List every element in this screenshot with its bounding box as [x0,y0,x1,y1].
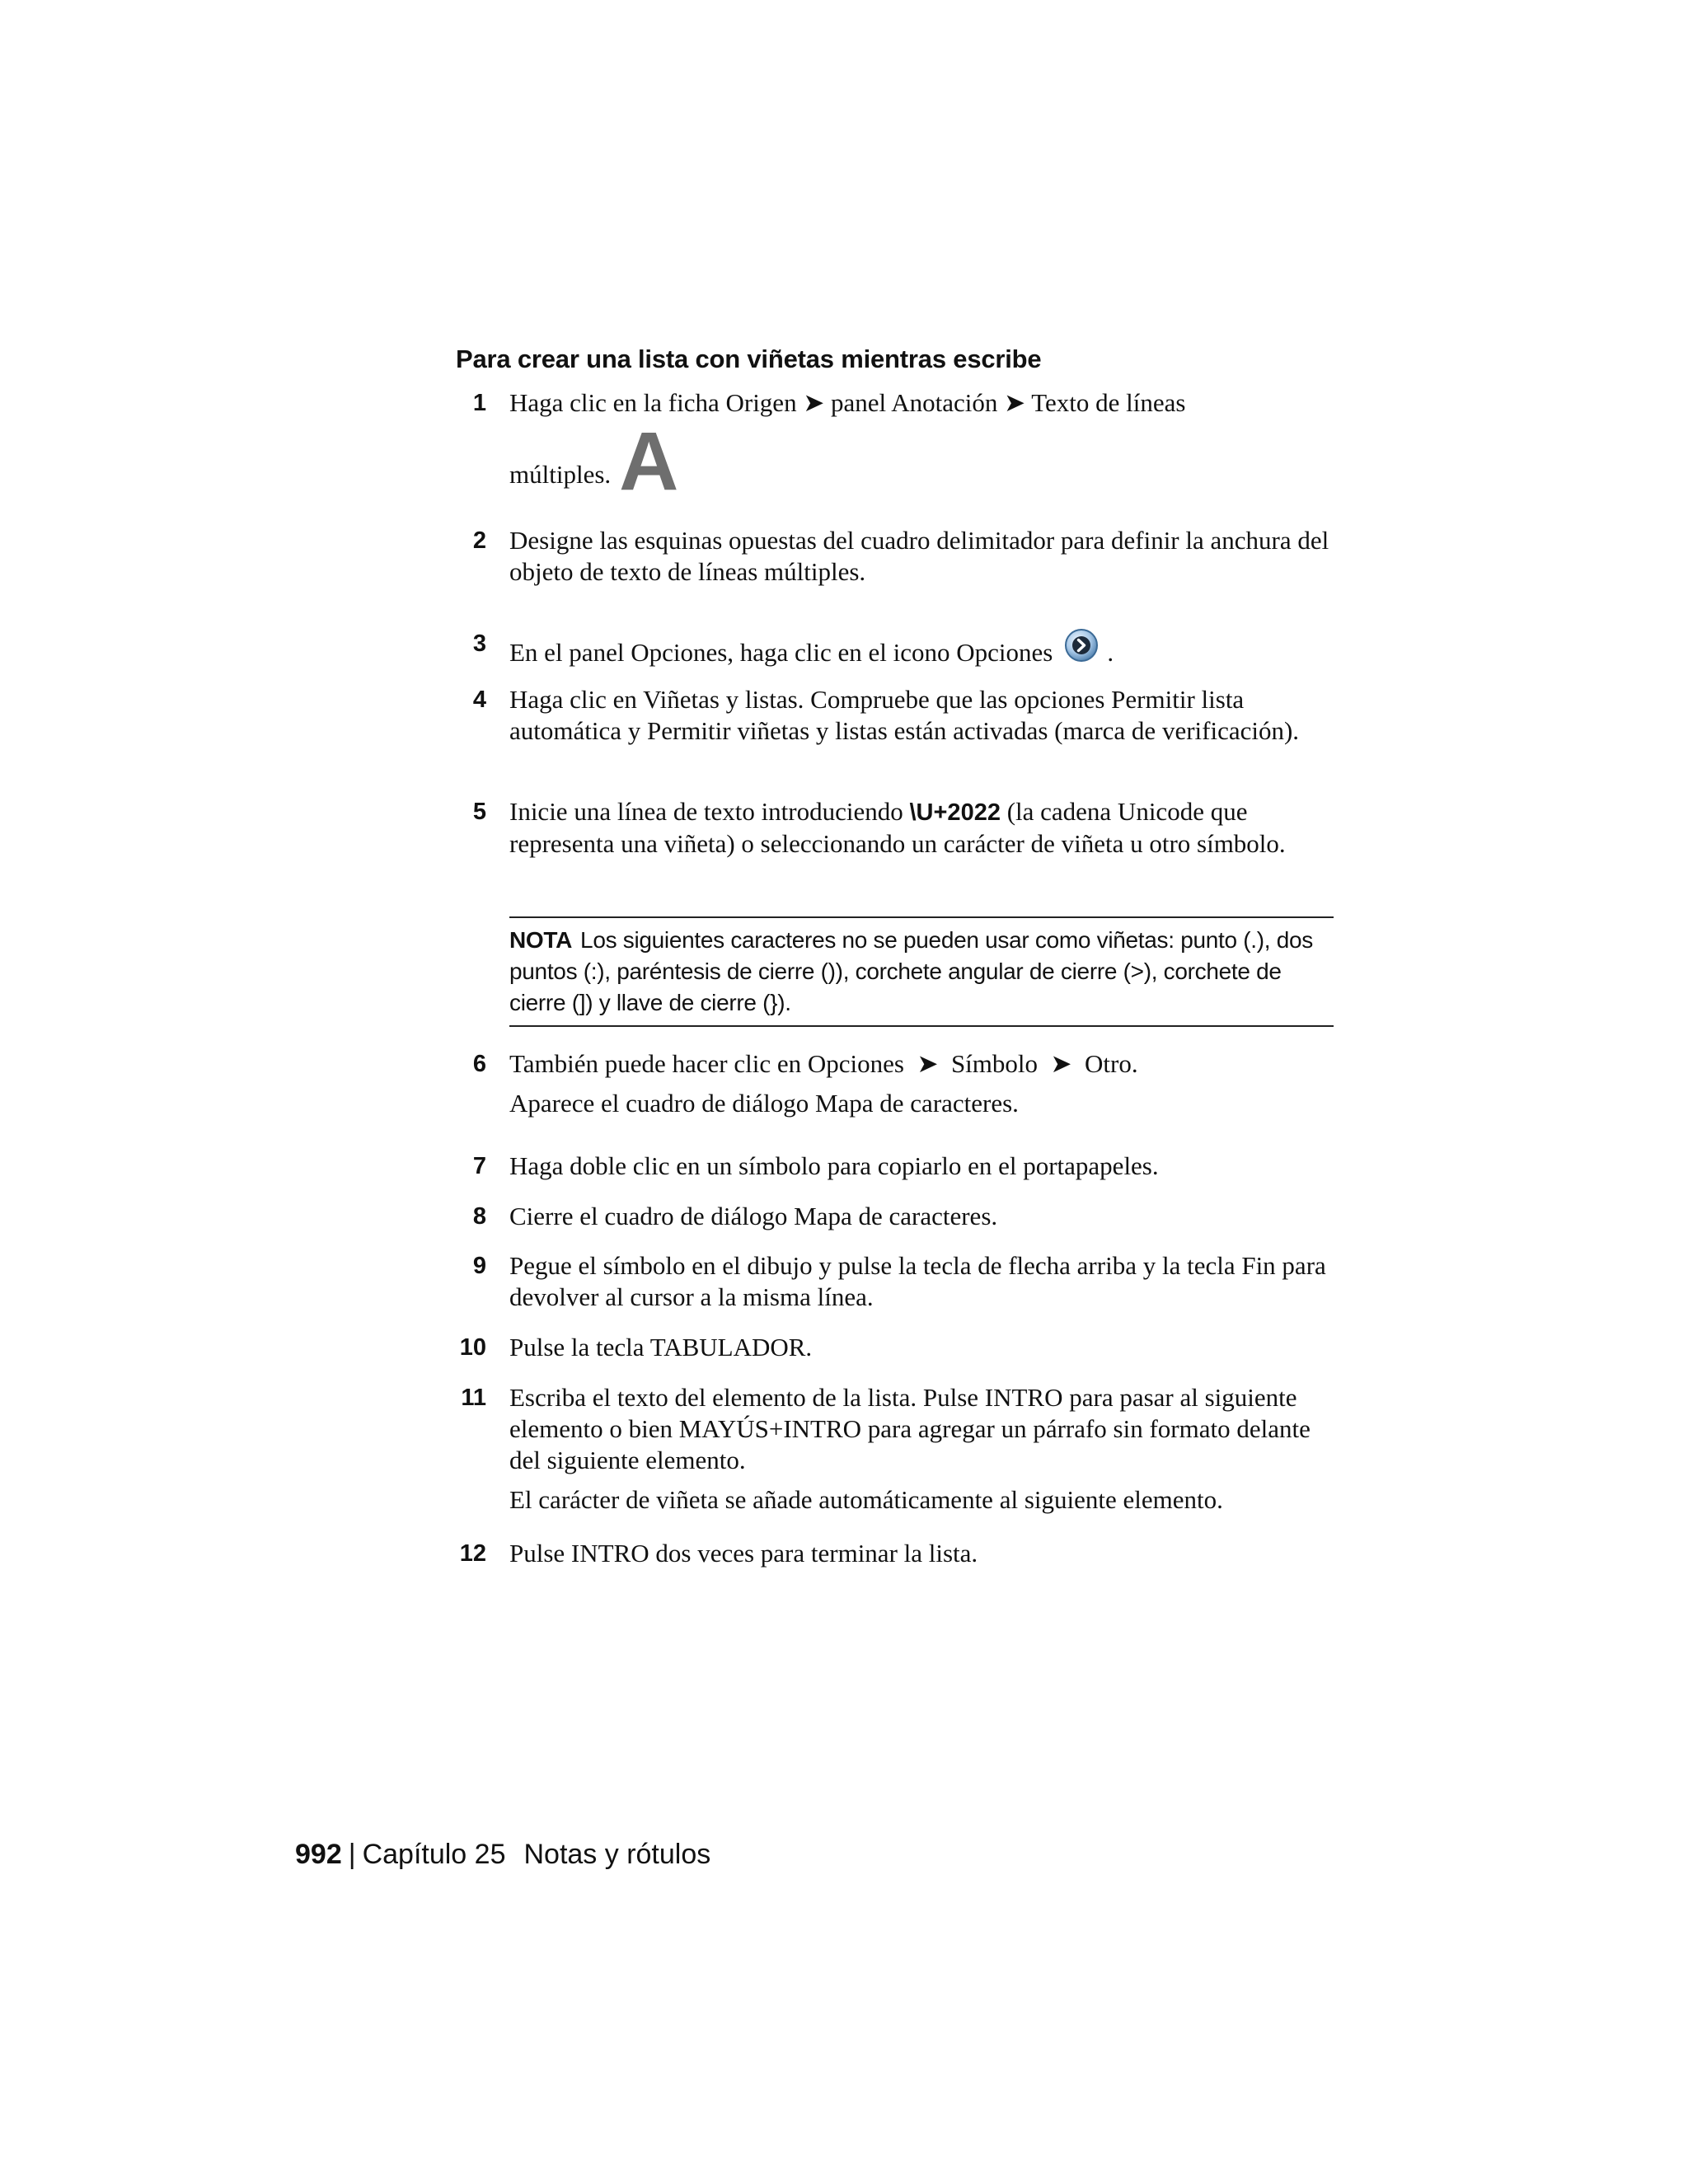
step-number: 2 [472,527,486,554]
step-text: Cierre el cuadro de diálogo Mapa de caracteres. [509,1202,998,1230]
procedure-heading: Para crear una lista con viñetas mientras escribe [456,344,1042,373]
step-number: 4 [472,687,486,713]
step-text-continued: (la cadena Unicode que representa una viñeta) o seleccionando un carácter de viñeta u otro símbolo. [509,797,1286,858]
step-text: Haga clic en la ficha Origen ➤ panel Anotación ➤ Texto de líneas [509,388,1186,417]
step-text-period: . [1107,638,1114,667]
step-text: Designe las esquinas opuestas del cuadro delimitador para definir la anchura del objeto de texto de líneas múltiples. [509,526,1329,586]
step-number: 10 [459,1334,486,1361]
step-subtext: El carácter de viñeta se añade automáticamente al siguiente elemento. [509,1485,1223,1514]
note-box [509,916,1334,1027]
step-text: Pulse la tecla TABULADOR. [509,1333,813,1361]
step-text-continued: múltiples. [509,460,612,489]
chapter-label: Capítulo 25 [362,1839,506,1870]
step-number: 7 [472,1153,486,1179]
step-number: 3 [472,630,486,657]
step-number: 5 [472,799,486,825]
step-text: También puede hacer clic en Opciones ➤ Símbolo ➤ Otro. [509,1049,1138,1078]
step-subtext: Aparece el cuadro de diálogo Mapa de caracteres. [509,1089,1019,1118]
step-number: 12 [459,1540,486,1567]
step-number: 6 [472,1051,486,1077]
step-number: 11 [461,1385,486,1411]
unicode-code: \U+2022 [909,799,1001,826]
step-text: Pulse INTRO dos veces para terminar la lista. [509,1539,978,1568]
step-text: Pegue el símbolo en el dibujo y pulse la tecla de flecha arriba y la tecla Fin para devolver al cursor a la misma línea. [509,1251,1326,1311]
multiline-text-icon: A [619,415,679,508]
note-label: NOTA [509,927,573,953]
step-text: Inicie una línea de texto introduciendo [509,797,910,826]
page-number: 992 [295,1839,342,1870]
page-footer [295,1836,710,1872]
step-text: Haga clic en Viñetas y listas. Compruebe que las opciones Permitir lista automática y Permitir viñetas y listas están activadas (marca de verificación). [509,685,1300,745]
footer-separator: | [348,1839,356,1870]
step-number: 9 [472,1253,486,1279]
step-number: 8 [472,1203,486,1230]
options-chevron-icon [1064,628,1099,663]
chapter-title: Notas y rótulos [523,1839,711,1870]
step-text: En el panel Opciones, haga clic en el icono Opciones [509,638,1053,667]
step-number: 1 [472,390,486,416]
note-text: Los siguientes caracteres no se pueden usar como viñetas: punto (.), dos puntos (:), paréntesis de cierre ()), corchete angular de cierre (>), corchete de cierre (]) y llave de cierre (}). [509,927,1313,1015]
step-text: Escriba el texto del elemento de la lista. Pulse INTRO para pasar al siguiente elemento o bien MAYÚS+INTRO para agregar un párrafo sin formato delante del siguiente elemento. [509,1383,1311,1474]
step-text: Haga doble clic en un símbolo para copiarlo en el portapapeles. [509,1151,1159,1180]
